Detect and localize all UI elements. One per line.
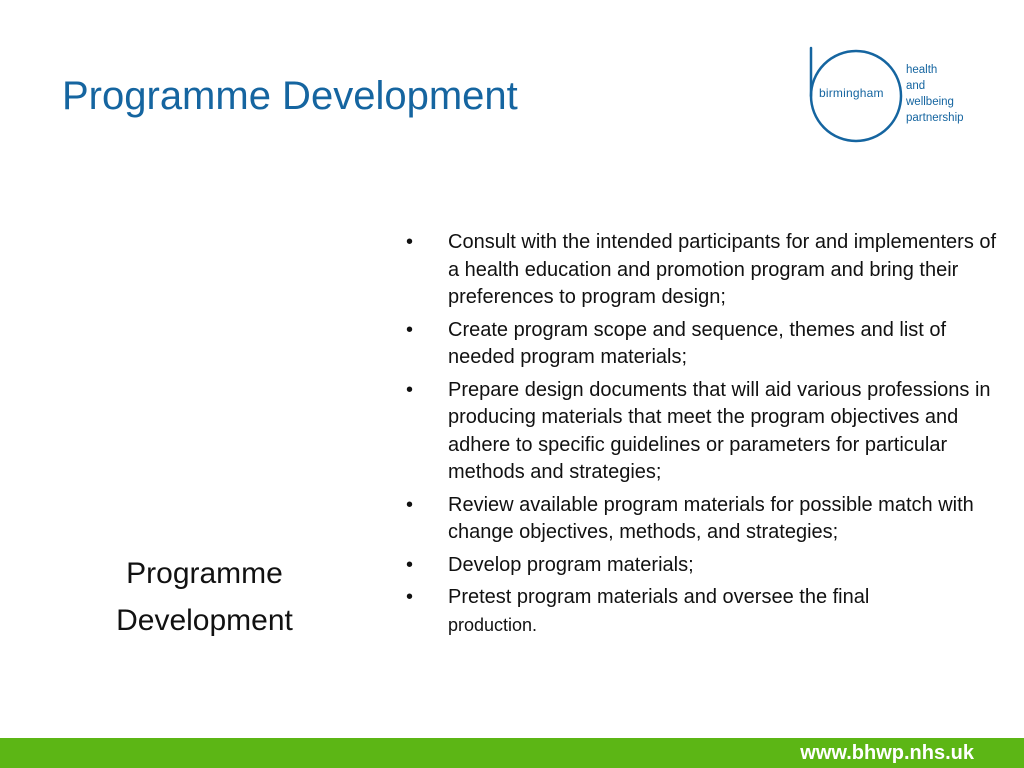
bullet-text: Develop program materials; bbox=[448, 553, 694, 576]
bullet-item bbox=[406, 552, 1011, 580]
logo-tagline-line: and bbox=[906, 80, 926, 92]
bullet-marker: • bbox=[406, 231, 414, 253]
bullet-text: Consult with the intended participants for and implementers of a health education and promotion program and bring their preferences to program design; bbox=[448, 231, 997, 308]
bullet-item bbox=[406, 584, 1011, 639]
footer-bar bbox=[0, 738, 1024, 768]
side-heading bbox=[82, 550, 327, 644]
logo-tagline-line: health bbox=[906, 64, 938, 76]
bullet-marker: • bbox=[406, 318, 414, 341]
bullet-marker: • bbox=[406, 493, 414, 516]
bullet-item bbox=[406, 492, 1011, 547]
logo-tagline-line: wellbeing bbox=[906, 96, 954, 108]
bhwp-logo bbox=[804, 44, 994, 144]
bullet-text: Create program scope and sequence, themes and list of needed program materials; bbox=[448, 318, 947, 368]
bullet-text: Review available program materials for possible match with change objectives, methods, and strategies; bbox=[448, 493, 974, 543]
page-title: Programme Development bbox=[62, 74, 518, 118]
side-heading-line-2: Development bbox=[116, 604, 293, 637]
logo-wordmark: birmingham bbox=[819, 86, 884, 100]
bullet-list bbox=[406, 229, 1011, 644]
logo-tagline bbox=[906, 62, 964, 126]
bullet-text: Prepare design documents that will aid various professions in producing materials that meet the program objectives and adhere to specific guidelines or parameters for particular methods and strategies; bbox=[448, 378, 991, 483]
bullet-text-main: Pretest program materials and oversee the final bbox=[448, 586, 870, 608]
bullet-item bbox=[406, 317, 1011, 372]
side-heading-line-1: Programme bbox=[126, 557, 283, 590]
bullet-marker: • bbox=[406, 586, 414, 608]
bullet-item bbox=[406, 377, 1011, 487]
logo-tagline-line: partnership bbox=[906, 112, 964, 124]
bullet-marker: • bbox=[406, 378, 414, 401]
footer-url-link[interactable]: www.bhwp.nhs.uk bbox=[800, 742, 974, 764]
bullet-text bbox=[448, 586, 869, 636]
bullet-text-tail: production. bbox=[448, 614, 538, 635]
bullet-marker: • bbox=[406, 553, 414, 576]
bullet-item bbox=[406, 229, 1011, 312]
